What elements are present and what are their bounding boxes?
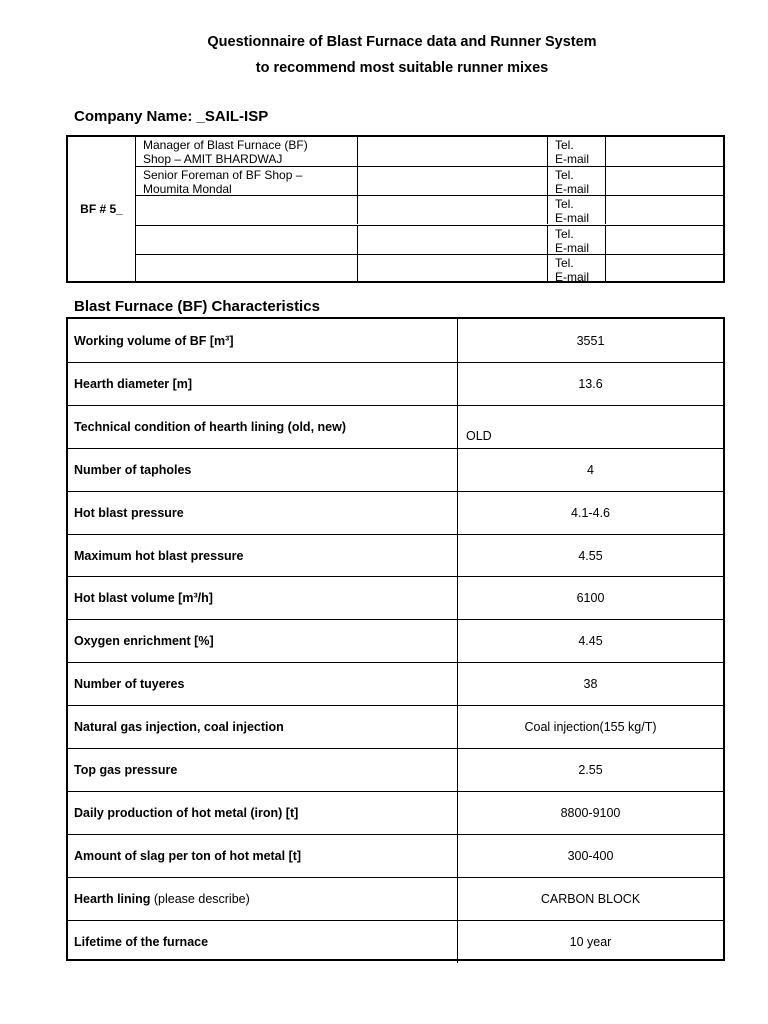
characteristic-row bbox=[68, 534, 723, 577]
characteristic-row bbox=[68, 748, 723, 791]
characteristic-label-text: Amount of slag per ton of hot metal [t] bbox=[74, 848, 302, 863]
characteristic-row bbox=[68, 920, 723, 963]
characteristic-label bbox=[68, 706, 458, 748]
contact-value-cell bbox=[606, 167, 723, 195]
characteristic-label bbox=[68, 620, 458, 662]
contact-name-cell bbox=[136, 226, 358, 254]
characteristic-label-text: Number of tuyeres bbox=[74, 677, 185, 692]
characteristic-row bbox=[68, 405, 723, 448]
characteristic-value: 300-400 bbox=[567, 848, 614, 863]
tel-label: Tel. bbox=[555, 255, 574, 270]
characteristic-label bbox=[68, 749, 458, 791]
tel-label: Tel. bbox=[555, 226, 574, 241]
contact-row bbox=[136, 254, 723, 283]
characteristic-label bbox=[68, 535, 458, 577]
characteristic-value: 2.55 bbox=[578, 763, 603, 777]
contact-value-cell bbox=[606, 196, 723, 224]
characteristic-row bbox=[68, 877, 723, 920]
email-label: E-mail bbox=[555, 152, 590, 166]
contact-blank-cell bbox=[358, 167, 548, 195]
contact-blank-cell bbox=[358, 196, 548, 224]
contact-row bbox=[136, 166, 723, 195]
section-title: Blast Furnace (BF) Characteristics bbox=[74, 298, 320, 315]
characteristic-note: (please describe) bbox=[153, 891, 250, 906]
document-title: Questionnaire of Blast Furnace data and Runner System bbox=[207, 34, 597, 50]
characteristic-label bbox=[68, 577, 458, 619]
contact-tel-cell bbox=[548, 196, 606, 224]
characteristic-row bbox=[68, 362, 723, 405]
email-label: E-mail bbox=[555, 240, 590, 255]
characteristic-label-text: Hearth lining bbox=[74, 891, 151, 906]
tel-label: Tel. bbox=[555, 168, 574, 183]
characteristic-label-text: Top gas pressure bbox=[74, 763, 178, 777]
email-label: E-mail bbox=[555, 269, 590, 284]
characteristic-label bbox=[68, 663, 458, 705]
characteristic-label bbox=[68, 363, 458, 405]
characteristic-label bbox=[68, 406, 458, 448]
email-label: E-mail bbox=[555, 182, 590, 197]
characteristic-label bbox=[68, 319, 458, 362]
contact-blank-cell bbox=[358, 226, 548, 254]
characteristic-value: 8800-9100 bbox=[560, 805, 621, 820]
contact-name-cell bbox=[136, 255, 358, 283]
characteristic-row bbox=[68, 791, 723, 834]
characteristic-row bbox=[68, 319, 723, 362]
characteristic-label bbox=[68, 878, 458, 920]
contact-row bbox=[136, 195, 723, 224]
contact-value-cell bbox=[606, 226, 723, 254]
characteristic-label bbox=[68, 921, 458, 963]
characteristic-label-text: Maximum hot blast pressure bbox=[74, 548, 244, 563]
characteristic-label-text: Hot blast volume [m³/h] bbox=[74, 591, 213, 606]
contact-name-line1: Senior Foreman of BF Shop – bbox=[143, 168, 303, 183]
characteristic-row bbox=[68, 619, 723, 662]
tel-label: Tel. bbox=[555, 197, 574, 212]
bf-number-cell: BF # 5_ bbox=[68, 137, 136, 281]
characteristic-value: 6100 bbox=[576, 591, 605, 606]
contact-blank-cell bbox=[358, 137, 548, 166]
characteristic-label-text: Lifetime of the furnace bbox=[74, 934, 209, 949]
characteristic-value: 3551 bbox=[576, 333, 605, 348]
characteristic-label bbox=[68, 492, 458, 534]
characteristic-row bbox=[68, 491, 723, 534]
contacts-table bbox=[66, 135, 725, 283]
characteristic-value: 4.1-4.6 bbox=[571, 505, 610, 520]
company-name: Company Name: _SAIL-ISP bbox=[74, 108, 269, 125]
characteristic-row bbox=[68, 576, 723, 619]
contact-name-cell bbox=[136, 196, 358, 224]
characteristic-label bbox=[68, 449, 458, 491]
characteristic-value: 4.45 bbox=[578, 634, 603, 649]
characteristic-label-text: Daily production of hot metal (iron) [t] bbox=[74, 805, 299, 820]
contact-name-line2: Shop – AMIT BHARDWAJ bbox=[143, 152, 283, 166]
characteristic-value: Coal injection(155 kg/T) bbox=[524, 720, 657, 735]
characteristic-label-text: Working volume of BF [m³] bbox=[74, 333, 234, 348]
contact-tel-cell bbox=[548, 137, 606, 166]
characteristic-row bbox=[68, 834, 723, 877]
contact-tel-cell bbox=[548, 167, 606, 195]
contact-row bbox=[136, 137, 723, 166]
characteristic-value: CARBON BLOCK bbox=[540, 891, 641, 906]
characteristic-value: 38 bbox=[583, 677, 598, 692]
tel-label: Tel. bbox=[555, 138, 574, 152]
characteristic-label-text: Number of tapholes bbox=[74, 462, 192, 477]
contact-blank-cell bbox=[358, 255, 548, 283]
characteristic-value: 13.6 bbox=[578, 376, 603, 391]
characteristic-value: OLD bbox=[466, 428, 492, 443]
characteristic-value: 4 bbox=[587, 462, 594, 477]
characteristic-value: 4.55 bbox=[578, 548, 603, 563]
characteristic-row bbox=[68, 705, 723, 748]
characteristic-row bbox=[68, 448, 723, 491]
characteristics-table bbox=[66, 317, 725, 961]
characteristic-row bbox=[68, 662, 723, 705]
contact-value-cell bbox=[606, 137, 723, 166]
characteristic-label bbox=[68, 835, 458, 877]
characteristic-label-text: Natural gas injection, coal injection bbox=[74, 720, 284, 735]
contact-name-cell bbox=[136, 167, 358, 195]
document-subtitle: to recommend most suitable runner mixes bbox=[255, 60, 549, 76]
characteristic-label-text: Oxygen enrichment [%] bbox=[74, 634, 214, 649]
characteristic-label-text: Hot blast pressure bbox=[74, 505, 184, 520]
contact-tel-cell bbox=[548, 226, 606, 254]
contact-name-line1: Manager of Blast Furnace (BF) bbox=[143, 138, 308, 152]
email-label: E-mail bbox=[555, 211, 590, 226]
contact-name-line2: Moumita Mondal bbox=[143, 182, 232, 197]
characteristic-label-text: Hearth diameter [m] bbox=[74, 376, 193, 391]
contact-name-cell bbox=[136, 137, 358, 166]
characteristic-label bbox=[68, 792, 458, 834]
contact-tel-cell bbox=[548, 255, 606, 283]
characteristic-value: 10 year bbox=[569, 934, 612, 949]
contact-value-cell bbox=[606, 255, 723, 283]
characteristic-label-text: Technical condition of hearth lining (old, new) bbox=[74, 419, 346, 434]
contact-row bbox=[136, 225, 723, 254]
